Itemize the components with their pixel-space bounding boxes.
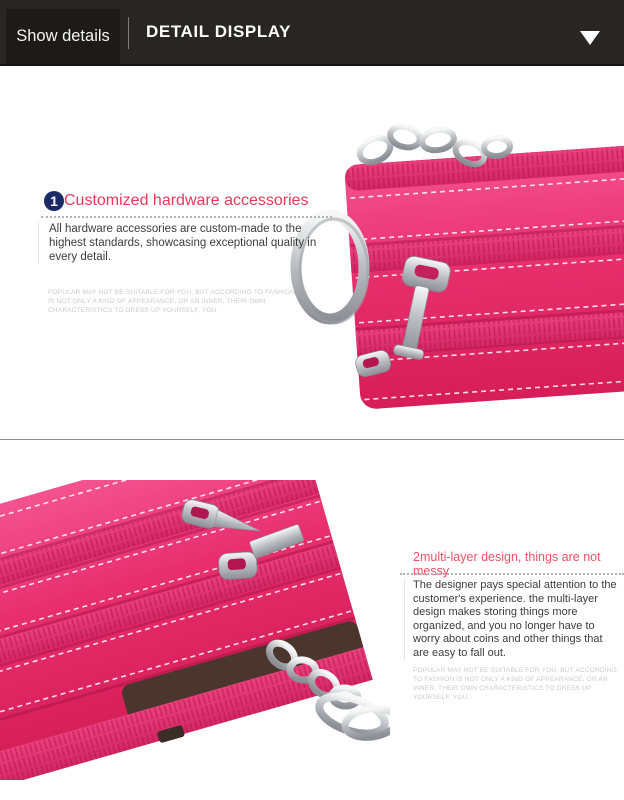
feature-1-description: All hardware accessories are custom-made to the highest standards, showcasing exceptional quality in every detail. (38, 222, 341, 264)
product-photo-multilayer (0, 480, 390, 780)
feature-2-number: 2 (413, 550, 420, 564)
feature-1-title: Customized hardware accessories (64, 192, 309, 209)
triangle-down-icon[interactable] (580, 31, 600, 45)
header-bar (0, 0, 624, 66)
feature-1-badge: 1 (44, 191, 64, 211)
dotted-separator-1 (41, 212, 332, 218)
dotted-separator-2 (400, 569, 624, 575)
feature-1-fine-print: POPULAR MAY NOT BE SUITABLE FOR YOU, BUT ACCORDING TO FASHION IS NOT ONLY A KIND OF APPEARANCE, OR AN INNER, THEIR OWN CHARACTERISTICS TO DRESS UP YOURSELF, YOU. (48, 289, 296, 314)
show-details-tab[interactable] (6, 9, 120, 64)
feature-2-fine-print: POPULAR MAY NOT BE SUITABLE FOR YOU, BUT ACCORDING TO FASHION IS NOT ONLY A KIND OF APPEARANCE, OR AN INNER, THEIR OWN CHARACTERISTICS TO DRESS UP YOURSELF, YOU. (413, 667, 617, 701)
purse-body-tilted (0, 480, 373, 780)
header-divider (128, 17, 129, 49)
feature-2-description: The designer pays special attention to the customer's experience. the multi-layer design makes storing things more organized, and you no longer have to worry about coins and other things that are easy to fall out. (404, 579, 619, 660)
section-divider-line (0, 439, 624, 440)
show-details-label: Show details (16, 27, 110, 45)
page-title: DETAIL DISPLAY (146, 22, 292, 41)
feature-2-title-text: multi-layer design, things are not messy (413, 550, 601, 578)
